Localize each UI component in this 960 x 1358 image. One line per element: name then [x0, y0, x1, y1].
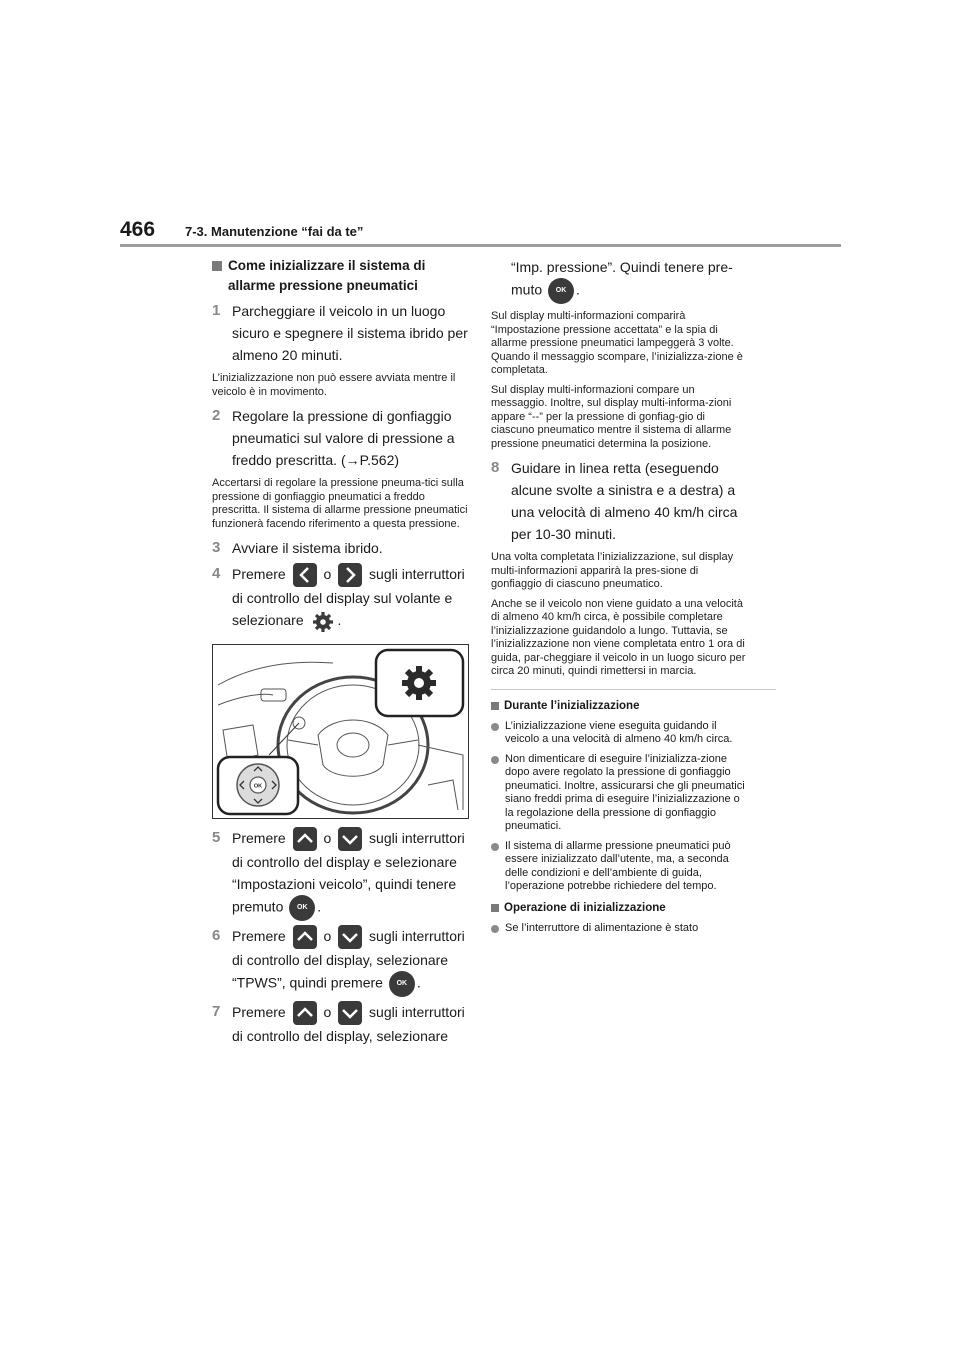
svg-text:OK: OK	[253, 783, 263, 790]
header-rule	[120, 244, 841, 247]
chevron-up-icon	[293, 827, 317, 851]
section-title: 7-3. Manutenzione “fai da te”	[185, 224, 364, 239]
right-column	[491, 256, 749, 941]
step-7-continued: “Imp. pressione”. Quindi tenere pre-muto OK .	[491, 256, 749, 304]
chevron-up-icon	[293, 925, 317, 949]
dashboard-drawing	[213, 645, 468, 818]
chevron-down-icon	[338, 925, 362, 949]
heading-initialization-operation: Operazione di inizializzazione	[491, 900, 749, 916]
section-divider	[491, 689, 776, 690]
heading-during-initialization: Durante l’inizializzazione	[491, 698, 749, 714]
step-4: 4 Premere o sugli interruttori di controllo del display sul volante e selezionare .	[212, 563, 470, 634]
list-item: L’inizializzazione viene eseguita guidando il veicolo a una velocità di almeno 40 km/h circa.	[491, 720, 749, 747]
ok-button-icon: OK	[289, 895, 315, 921]
gear-icon	[311, 610, 335, 634]
list-item: Non dimenticare di eseguire l’inizializza-zione dopo avere regolato la pressione di gonfiaggio pneumatici. Inoltre, assicurarsi che gli pneumatici siano freddi prima di eseguire l’inizializzazione o la regolazione della pressione di gonfiaggio pneumatici.	[491, 753, 749, 834]
page-number: 466	[120, 218, 156, 241]
step-3: 3 Avviare il sistema ibrido.	[212, 539, 383, 556]
chevron-down-icon	[338, 1001, 362, 1025]
step-5: 5 Premere o sugli interruttori di controllo del display e selezionare “Impostazioni veicolo”, quindi tenere premuto OK .	[212, 827, 470, 921]
list-item: Il sistema di allarme pressione pneumatici può essere inizializzato dall’utente, ma, a seconda delle condizioni e dell’ambiente di guida, l’operazione potrebbe richiedere del tempo.	[491, 840, 749, 894]
step-2: 2 Regolare la pressione di gonfiaggio pneumatici sul valore di pressione a freddo prescritta. (→P.562)	[212, 407, 455, 468]
step-6: 6 Premere o sugli interruttori di controllo del display, selezionare “TPWS”, quindi premere OK .	[212, 925, 470, 997]
heading-initialize: Come inizializzare il sistema di allarme pressione pneumatici	[212, 256, 470, 296]
note-5: Una volta completata l’inizializzazione, sul display multi-informazioni apparirà la pres-sione di gonfiaggio di ciascuno pneumatico.	[491, 551, 734, 590]
step-1: 1 Parcheggiare il veicolo in un luogo sicuro e spegnere il sistema ibrido per almeno 20 minuti.	[212, 302, 468, 363]
chevron-up-icon	[293, 1001, 317, 1025]
bullet-dot-icon	[491, 925, 499, 933]
step-7: 7 Premere o sugli interruttori di controllo del display, selezionare	[212, 1003, 465, 1045]
ok-button-icon: OK	[389, 971, 415, 997]
square-bullet-icon	[491, 702, 499, 710]
note-3: Sul display multi-informazioni comparirà “Impostazione pressione accettata” e la spia di allarme pressione pneumatici lampeggerà 3 volte. Quando il messaggio scompare, l’inizializza-zione è completata.	[491, 310, 743, 376]
chevron-left-icon	[293, 563, 317, 587]
bullet-dot-icon	[491, 756, 499, 764]
left-column	[212, 256, 470, 1049]
note-2: Accertarsi di regolare la pressione pneuma-tici sulla pressione di gonfiaggio pneumatici a freddo prescritta. Il sistema di allarme pressione pneumatici funzionerà facendo riferimento a questa pressione.	[212, 477, 468, 530]
note-1: L’inizializzazione non può essere avviata mentre il veicolo è in movimento.	[212, 372, 456, 398]
list-item: Se l’interruttore di alimentazione è stato	[491, 922, 749, 936]
steering-wheel-illustration	[212, 644, 469, 819]
bullet-dot-icon	[491, 843, 499, 851]
step-8: 8 Guidare in linea retta (eseguendo alcune svolte a sinistra e a destra) a una velocità di almeno 40 km/h circa per 10-30 minuti.	[491, 459, 738, 542]
ok-button-icon: OK	[548, 278, 574, 304]
chevron-down-icon	[338, 827, 362, 851]
bullet-dot-icon	[491, 723, 499, 731]
square-bullet-icon	[212, 261, 222, 271]
note-6: Anche se il veicolo non viene guidato a una velocità di almeno 40 km/h circa, è possibile completare l’inizializzazione guidandolo a lungo. Tuttavia, se l’inizializzazione non viene completata entro 1 ora di guida, par-cheggiare il veicolo in un luogo sicuro per circa 20 minuti, quindi rimettersi in marcia.	[491, 597, 746, 677]
square-bullet-icon	[491, 904, 499, 912]
note-4: Sul display multi-informazioni compare un messaggio. Inoltre, sul display multi-informa-zioni appare “--” per la pressione di gonfiag-gio di ciascuno pneumatico mentre il sistema di allarme pressione pneumatici determina la posizione.	[491, 383, 732, 450]
chevron-right-icon	[338, 563, 362, 587]
